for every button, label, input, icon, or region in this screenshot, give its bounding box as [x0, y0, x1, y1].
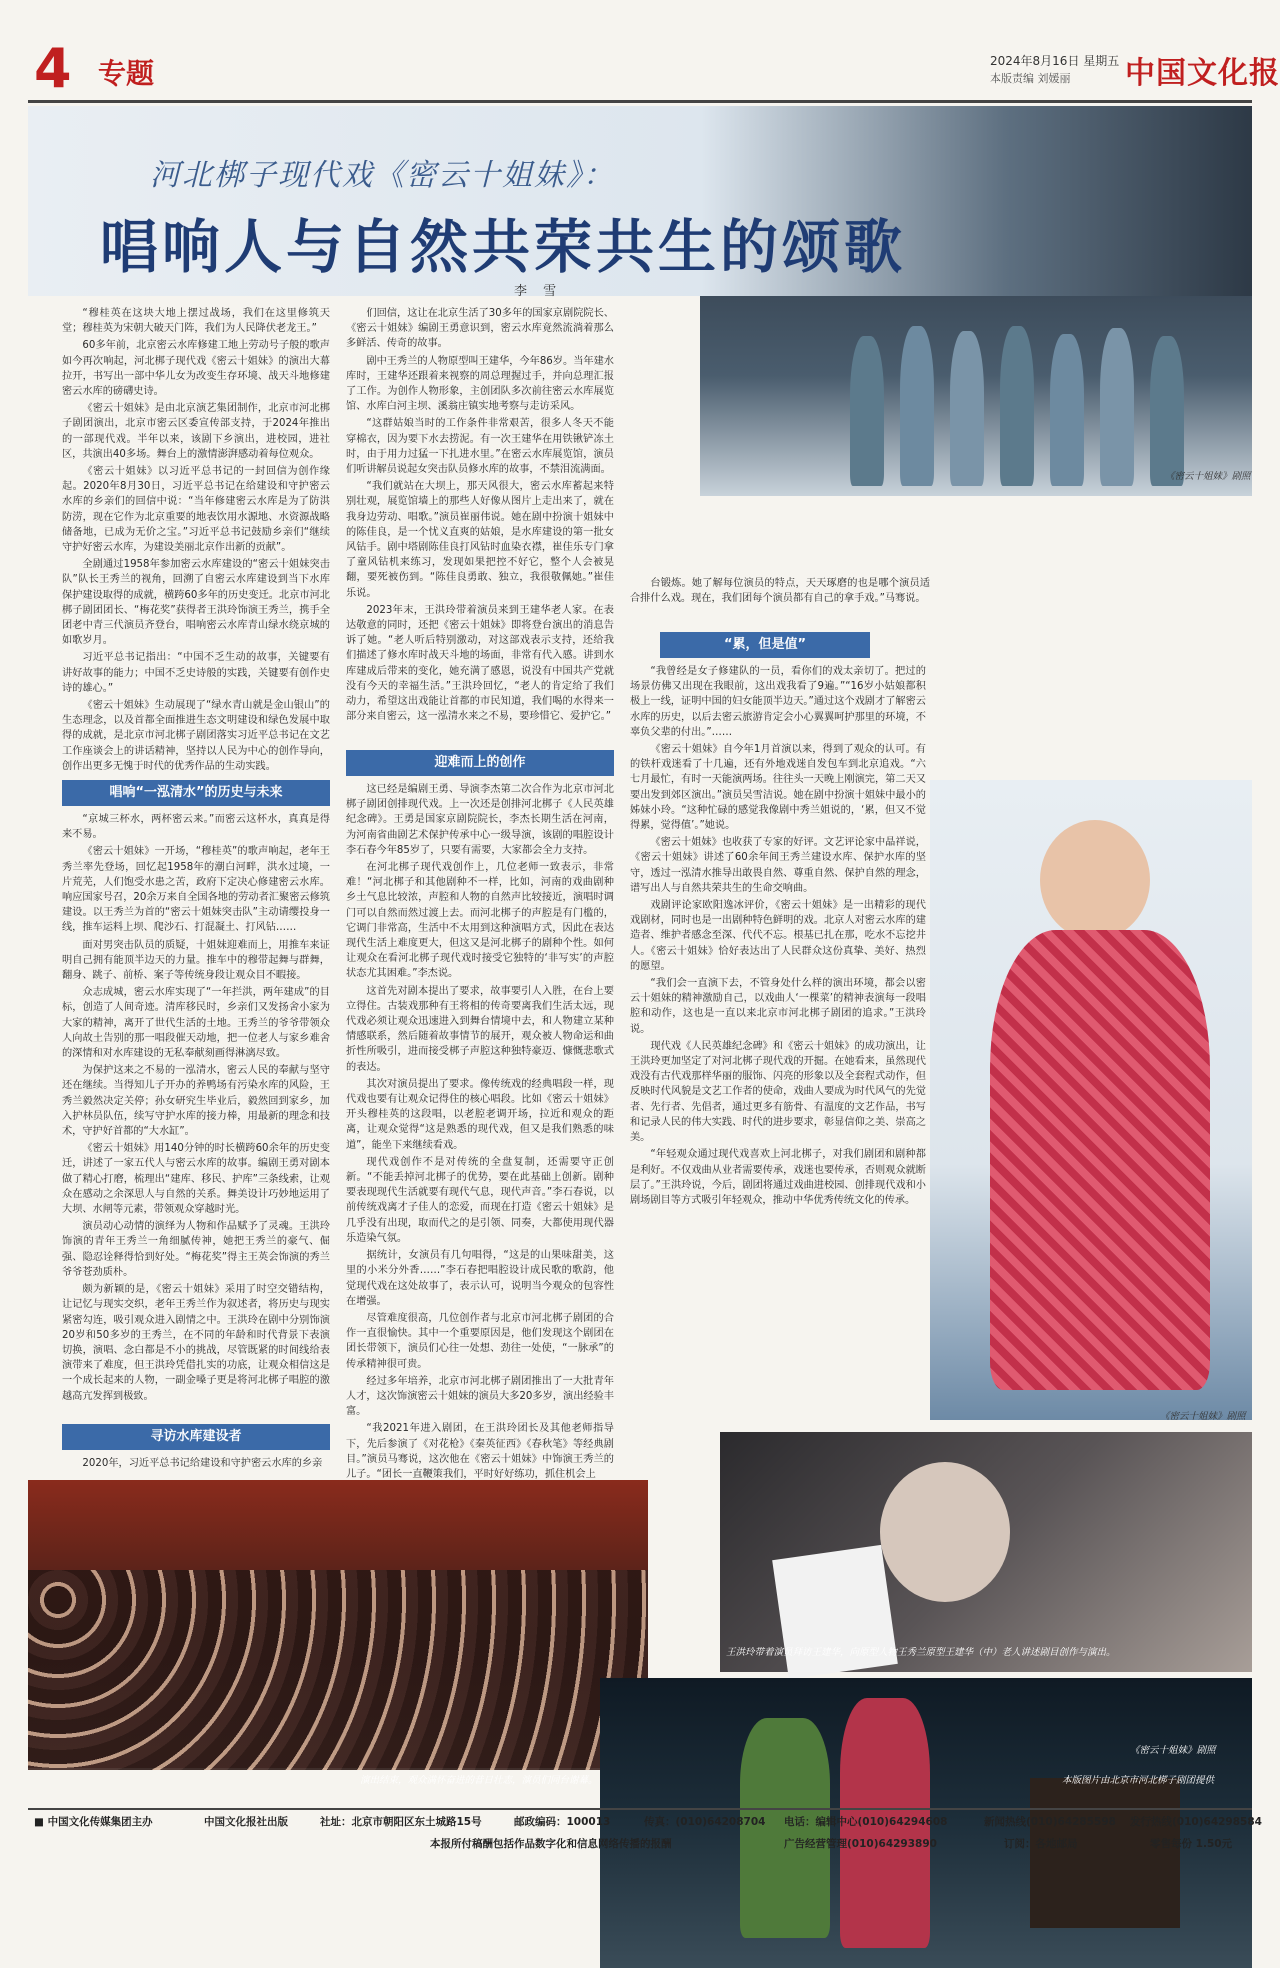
- paragraph: 《密云十姐妹》一开场，“穆桂英”的歌声响起，老年王秀兰率先登场，回忆起1958年的潮白河畔，洪水过境，一片荒芜，人们饱受水患之苦，政府下定决心修建密云水库。响应国家号召，20余万来自全国各地的劳动者汇聚密云修筑建设。以王秀兰为首的“密云十姐妹突击队”主动请缨投身一线，推车运料上坝、爬沙石、打混凝土、打风钻……: [62, 846, 330, 934]
- paragraph: 《密云十姐妹》也收获了专家的好评。文艺评论家中晶祥说，《密云十姐妹》讲述了60余年间王秀兰建设水库、保护水库的坚守，透过一泓清水推导出敢畏自然、尊重自然、保护自然的理念，谱写出人与自然共荣共生的生命交响曲。: [630, 837, 926, 894]
- paragraph: 全剧通过1958年参加密云水库建设的“密云十姐妹突击队”队长王秀兰的视角，回溯了自密云水库建设到当下水库保护建设取得的成就，横跨60多年的历史变迁。北京市河北梆子剧团团长、“梅花奖”获得者王洪玲饰演王秀兰，携手全团老中青三代演员齐登台，唱响密云水库青山绿水绕京城的如歌岁月。: [62, 559, 330, 647]
- caption-stage: 《密云十姐妹》剧照: [1130, 1745, 1216, 1756]
- paragraph: 戏剧评论家欧阳逸冰评价，《密云十姐妹》是一出精彩的现代戏剧材，同时也是一出剧种特色鲜明的戏。北京人对密云水库的建造者、维护者感念至深、代代不忘。根基已扎在那，吃水不忘挖井人。《密云十姐妹》恰好表达出了人民群众这份真挚、美好、热烈的愿望。: [630, 900, 926, 972]
- paragraph: “我们会一直演下去，不管身处什么样的演出环境，都会以密云十姐妹的精神激励自己，以戏曲人‘一棵菜’的精神表演每一段唱腔和动作，这也是一直以来北京市河北梆子剧团的追求。”王洪玲说。: [630, 978, 926, 1035]
- column-2-visit: [346, 306, 614, 746]
- caption-dancers: 《密云十姐妹》剧照: [1165, 471, 1251, 482]
- subhead-creation: 迎难而上的创作: [346, 750, 614, 776]
- footer-address: 社址：北京市朝阳区东土城路15号: [320, 1816, 482, 1828]
- paragraph: 据统计，女演员有几句唱得，“这是的山果味甜美，这里的小米分外香……”李石春把唱腔设计成民歌的歌韵，他觉现代戏在这处故事了，表示认可，说明当今观众的包容性在增强。: [346, 1250, 614, 1307]
- paragraph: 经过多年培养，北京市河北梆子剧团推出了一大批青年人才，这次饰演密云十姐妹的演员大多20多岁，演出经验丰富。: [346, 1375, 614, 1418]
- paragraph: 这已经是编剧王勇、导演李杰第二次合作为北京市河北梆子剧团创排现代戏。上一次还是创排河北梆子《人民英雄纪念碑》。王勇是国家京剧院院长，李杰长期生活在河南，为河南省曲剧艺术保护传承中心一级导演，该剧的唱腔设计李石春今年85岁了，只要有需要，大家都会全力支持。: [346, 784, 614, 856]
- paragraph: “我2021年进入剧团，在王洪玲团长及其他老师指导下，先后参演了《对花枪》《秦英征西》《春秋笔》等经典剧目。”演员马骞说，这次他在《密云十姐妹》中饰演王秀兰的儿子。“团长一直鞭策我们，平时好好练功，抓住机会上: [346, 1423, 614, 1480]
- paragraph: “年轻观众通过现代戏喜欢上河北梆子，对我们剧团和剧种都是利好。不仅戏曲从业者需要传承，戏迷也要传承，否则观众就断层了。”王洪玲说，今后，剧团将通过戏曲进校园、创排现代戏和小剧场剧目等方式吸引年轻观众，推动中华优秀传统文化的传承。: [630, 1149, 926, 1206]
- actress-face: [1040, 820, 1150, 940]
- paragraph: 在河北梆子现代戏创作上，几位老师一致表示，非常难！“河北梆子和其他剧种不一样，比如，河南的戏曲剧种乡土气息比较浓，声腔和人物的自然声比较接近，演唱时调门可以自然而然过渡上去。而河北梆子的声腔是有门槛的，它调门非常高，生活中不太用到这种演唱方式，因此在表达现代生活上难度更大，但这又是河北梆子的剧种个性。如何让观众在看河北梆子现代戏时接受它独特的‘非写实’的声腔状态尤其困难。”李杰说。: [346, 862, 614, 980]
- issue-date: 2024年8月16日 星期五: [990, 54, 1120, 68]
- newspaper-logo: 中国文化报: [1125, 56, 1280, 91]
- article-author: 李 雪: [514, 284, 563, 299]
- paragraph: 习近平总书记指出：“中国不乏生动的故事，关键要有讲好故事的能力；中国不乏史诗般的实践，关键要有创作史诗的雄心。”: [62, 652, 330, 694]
- footer-ads: 广告经营管理(010)64293890: [784, 1838, 937, 1850]
- photo-elder-visit: [720, 1432, 1252, 1672]
- footer-press: 中国文化报社出版: [204, 1816, 288, 1828]
- paragraph: 面对男突击队员的质疑，十姐妹迎难而上，用推车来证明自己拥有能顶半边天的力量。推车中的穆带起舞与群舞，翻身、跳子、前桥、案子等传统身段让观众目不暇接。: [62, 939, 330, 982]
- article-kicker: 河北梆子现代戏《密云十姐妹》：: [150, 158, 615, 193]
- footer-distribution-hotline: 发行热线(010)64298584: [1130, 1816, 1262, 1828]
- paragraph: 颇为新颖的是，《密云十姐妹》采用了时空交错结构，让记忆与现实交织，老年王秀兰作为叙述者，将历史与现实紧密勾连，吸引观众进入剧情之中。王洪玲在剧中分别饰演20岁和50多岁的王秀兰，在不同的年龄和时代背景下表演切换，演唱、念白都是不小的挑战，尽管既紧的时间线给表演带来了难度，但王洪玲凭借扎实的功底，让观众相信这是一个成长起来的人物，一副金嗓子更是将河北梆子唱腔的激越高亢发挥到极致。: [62, 1284, 330, 1402]
- paragraph: 《密云十姐妹》用140分钟的时长横跨60余年的历史变迁，讲述了一家五代人与密云水库的故事。编剧王勇对剧本做了精心打磨，梳理出“建库、移民、护库”三条线索，让观众在感动之余深思人与自然的关系。舞美设计巧妙地运用了大坝、水闸等元素，带领观众穿越时光。: [62, 1143, 330, 1216]
- paragraph: “这群姑娘当时的工作条件非常艰苦，很多人冬天不能穿棉衣，因为要下水去捞泥。有一次王建华在用铁锹铲冻土时，由于用力过猛一下扎进水里。”在密云水库展览馆，演员们听讲解员说起女突击队员修水库的故事，不禁泪流满面。: [346, 418, 614, 476]
- paragraph: 们回信，这让在北京生活了30多年的国家京剧院院长、《密云十姐妹》编剧王勇意识到，密云水库竟然流淌着那么多鲜活、传奇的故事。: [346, 308, 614, 350]
- column-1-history: [62, 812, 330, 1430]
- paragraph: 60多年前，北京密云水库修建工地上劳动号子般的歌声如今再次响起，河北梆子现代戏《密云十姐妹》的演出大幕拉开，书写出一部中华儿女为改变生存环境、战天斗地修建密云水库的磅礴史诗。: [62, 340, 330, 398]
- caption-actress: 《密云十姐妹》剧照: [1160, 1411, 1246, 1422]
- footer-news-hotline: 新闻热线(010)64285598: [984, 1816, 1116, 1828]
- dancer-figure: [850, 336, 884, 486]
- caption-elder: 王洪玲带着演员拜访王建华，向原型人物王秀兰原型王建华（中）老人讲述剧目创作与演出。: [726, 1647, 1116, 1658]
- dancer-figure: [1000, 326, 1034, 486]
- paragraph: 2020年，习近平总书记给建设和守护密云水库的乡亲: [82, 1458, 323, 1469]
- top-rule: [28, 100, 1252, 103]
- footer-subscription: 订阅：各地邮局: [1004, 1838, 1078, 1850]
- caption-photo-credit: 本版图片由北京市河北梆子剧团提供: [1062, 1775, 1215, 1786]
- subhead-visit: 寻访水库建设者: [62, 1424, 330, 1450]
- paragraph: 2023年末，王洪玲带着演员来到王建华老人家。在表达敬意的同时，还把《密云十姐妹》即将登台演出的消息告诉了她。“老人听后特别激动，对这部戏表示支持，还给我们描述了修水库时战天斗地的场面，非常有代入感。讲到水库建成后带来的变化，她充满了感恩，说没有中国共产党就没有今天的幸福生活。”王洪玲回忆，“老人的肯定给了我们动力，希望这出戏能让首都的市民知道，我们喝的水得来一部分来自密云，这一泓清水来之不易，要珍惜它、爱护它。”: [346, 604, 614, 723]
- script-paper: [772, 1545, 898, 1679]
- photo-dancers: [700, 296, 1252, 496]
- paragraph: 其次对演员提出了要求。像传统戏的经典唱段一样，现代戏也要有让观众记得住的核心唱段。比如《密云十姐妹》开头穆桂英的这段唱，以老腔老调开场，拉近和观众的距离，让观众觉得“这是熟悉的现代戏，但又是我们熟悉的味道”，能坐下来继续看戏。: [346, 1078, 614, 1151]
- paragraph: 台锻炼。她了解每位演员的特点，天天琢磨的也是哪个演员适合排什么戏。现在，我们团每个演员都有自己的拿手戏。”马骞说。: [630, 578, 930, 605]
- footer-rule: [28, 1808, 1252, 1810]
- audience-crowd: [28, 1570, 648, 1770]
- column-2-creation: [346, 782, 614, 1480]
- section-title: 专题: [98, 57, 155, 90]
- paragraph: 这首先对剧本提出了要求，故事要引人入胜，在台上要立得住。古装戏那种有王将相的传奇要离我们生活太远，现代戏必须让观众迅速进入到舞台情境中去，和人物建立某种情感联系，然后随着故事情节的展开，观众被人物命运和曲折性所吸引，进而接受梆子声腔这种独特豪迈、慷慨悲歌式的表达。: [346, 985, 614, 1073]
- paragraph: 尽管难度很高，几位创作者与北京市河北梆子剧团的合作一直很愉快。其中一个重要原因是，他们发现这个剧团在团长带领下，演员们心往一处想、劲往一处使，“一脉承”的传承精神很可贵。: [346, 1312, 614, 1370]
- elder-face: [880, 1462, 1010, 1602]
- paragraph: “京城三杯水，两杯密云来。”而密云这杯水，真真是得来不易。: [62, 814, 330, 841]
- article-headline: 唱响人与自然共荣共生的颂歌: [100, 213, 907, 281]
- paragraph: 《密云十姐妹》生动展现了“绿水青山就是金山银山”的生态理念，以及首都全面推进生态文明建设和绿色发展中取得的成就，是北京市河北梆子剧团落实习近平总书记在文艺工作座谈会上的讲话精神，坚持以人民为中心的创作导向，创作出更多无愧于时代的优秀作品的生动实践。: [62, 700, 330, 772]
- page-number: 4: [34, 37, 72, 100]
- paragraph: “穆桂英在这块大地上摆过战场，我们在这里修筑天堂；穆桂英为宋朝大破天门阵，我们为人民降伏老龙王。”: [62, 308, 330, 335]
- stage-table: [1030, 1778, 1180, 1928]
- footer-price: 零售每份 1.50元: [1150, 1838, 1233, 1850]
- subhead-history: 唱响“一泓清水”的历史与未来: [62, 780, 330, 806]
- photo-actress: [930, 780, 1252, 1420]
- paragraph: 《密云十姐妹》以习近平总书记的一封回信为创作缘起。2020年8月30日，习近平总书记在给建设和守护密云水库的乡亲们的回信中说：“当年修建密云水库是为了防洪防涝，现在它作为北京重要的地表饮用水源地、水资源战略储备地，已成为无价之宝。”习近平总书记鼓励乡亲们“继续守护好密云水库，为建设美丽北京作出新的贡献”。: [62, 466, 330, 554]
- paragraph: 演员动心动情的演绎为人物和作品赋予了灵魂。王洪玲饰演的青年王秀兰一角细腻传神，她把王秀兰的豪气、倔强、隐忍诠释得恰到好处。“梅花奖”得主王英会饰演的秀兰爷爷苍劲质朴。: [62, 1221, 330, 1278]
- paragraph: 《密云十姐妹》自今年1月首演以来，得到了观众的认可。有的铁杆戏迷看了十几遍，还有外地戏迷自发包车到北京追戏。“六七月最忙，有时一天能演两场。往往头一天晚上刚演完，第二天又要出发到郊区演出。”演员吴雪洁说。她在剧中扮演十姐妹中最小的姊妹小玲。“这种忙碌的感觉我像剧中秀兰姐说的，‘累，但又不觉得累，觉得值’。”她说。: [630, 744, 926, 832]
- caption-audience: 演出结束，观众满怀奋进的昔日壮志，演员们同台谢幕。: [360, 1775, 598, 1786]
- paragraph: 众志成城，密云水库实现了“一年拦洪，两年建成”的目标，创造了人间奇迹。清库移民时，乡亲们又发扬舍小家为大家的精神，离开了世代生活的土地。王秀兰的爷爷带领众人向故土告别的那一唱段催天动地，把一位老人与家乡难舍的深情和对水库建设的无私奉献刻画得淋漓尽致。: [62, 987, 330, 1060]
- footer-phone: 电话：编辑中心(010)64294608: [784, 1816, 948, 1828]
- photo-audience: [28, 1480, 648, 1768]
- column-1-intro: [62, 306, 330, 776]
- footer-publisher: ■ 中国文化传媒集团主办: [34, 1816, 153, 1828]
- dancer-figure: [1100, 328, 1134, 486]
- actress-shirt: [990, 930, 1210, 1390]
- paragraph: 现代戏《人民英雄纪念碑》和《密云十姐妹》的成功演出，让王洪玲更加坚定了对河北梆子现代戏的开掘。在她看来，虽然现代戏没有古代戏那样华丽的服饰、闪亮的形象以及全套程式动作，但反映时代风貌是文艺工作者的使命，戏曲人要成为时代风气的先觉者、先行者、先倡者，通过更多有筋骨、有温度的文艺作品，书写和记录人民的伟大实践、时代的进步要求，彰显信仰之美、崇高之美。: [630, 1040, 926, 1144]
- paragraph: 剧中王秀兰的人物原型叫王建华，今年86岁。当年建水库时，王建华还跟着来视察的周总理握过手，并向总理汇报了工作。为创作人物形象，主创团队多次前往密云水库展览馆、水库白河主坝、溪翁庄镇实地考察与走访采风。: [346, 355, 614, 413]
- paragraph: “我们就站在大坝上，那天风很大，密云水库蓄起来特别壮观，展览馆墙上的那些人好像从图片上走出来了，就在我身边劳动、唱歌。”演员崔丽伟说。她在剧中扮演十姐妹中的陈佳良，是一个忧义直爽的姑娘，是水库建设的第一批女风钻手。剧中塔剧陈佳良打风钻时血染衣襟，崔佳乐专门拿了童风钻机来练习，发现如果把控不好它，整个人会被晃翻，要死被伤到。“陈佳良勇敢、独立，我很敬佩她。”崔佳乐说。: [346, 481, 614, 599]
- footer-fax: 传真：(010)64208704: [644, 1816, 766, 1828]
- dancer-figure: [900, 326, 934, 486]
- subhead-worth-it: “累，但是值”: [660, 632, 870, 658]
- page-editor: 本版责编 刘媛丽: [990, 72, 1071, 85]
- footer-remuneration: 本报所付稿酬包括作品数字化和信息网络传播的报酬: [430, 1838, 672, 1850]
- paragraph: “我曾经是女子修建队的一员，看你们的戏太亲切了。把过的场景仿佛又出现在我眼前，这出戏我看了9遍。”“16岁小姑娘都积极上一线，证明中国的妇女能顶半边天。”通过这个戏剧才了解密云水库的历史，以后去密云旅游肯定会小心翼翼呵护那里的环境，不辜负父辈的付出。”……: [630, 666, 926, 738]
- footer-postcode: 邮政编码：100013: [514, 1816, 611, 1828]
- dancer-figure: [950, 331, 984, 486]
- column-3-reviews: [630, 664, 926, 1424]
- paragraph: 《密云十姐妹》是由北京演艺集团制作，北京市河北梆子剧团演出，北京市密云区委宣传部支持，于2024年推出的一部现代戏。半年以来，该剧下乡演出，进校园，进社区，共演出40多场。舞台上的激情澎湃感动着每位观众。: [62, 403, 330, 460]
- dancer-figure: [1150, 336, 1184, 486]
- column-3-top: [630, 576, 930, 624]
- paragraph: 为保护这来之不易的一泓清水，密云人民的奉献与坚守还在继续。当得知儿子开办的养鸭场有污染水库的风险，王秀兰毅然决定关停；孙女研究生毕业后，毅然回到家乡，加入护林员队伍，续写守护水库的接力棒，用最新的理念和技术，守护好首都的“大水缸”。: [62, 1065, 330, 1138]
- paragraph: 现代戏创作不是对传统的全盘复制，还需要守正创新。“不能丢掉河北梆子的优势，要在此基础上创新。剧种要表现现代生活就要有现代气息，现代声音。”李石春说，以前传统戏离才子佳人的恋爱，而现在打造《密云十姐妹》是几乎没有出现，取而代之的是引领、同奏，大都使用现代器乐造染气氛。: [346, 1156, 614, 1244]
- column-1-visit: [62, 1456, 330, 1476]
- dancer-figure: [1050, 334, 1084, 486]
